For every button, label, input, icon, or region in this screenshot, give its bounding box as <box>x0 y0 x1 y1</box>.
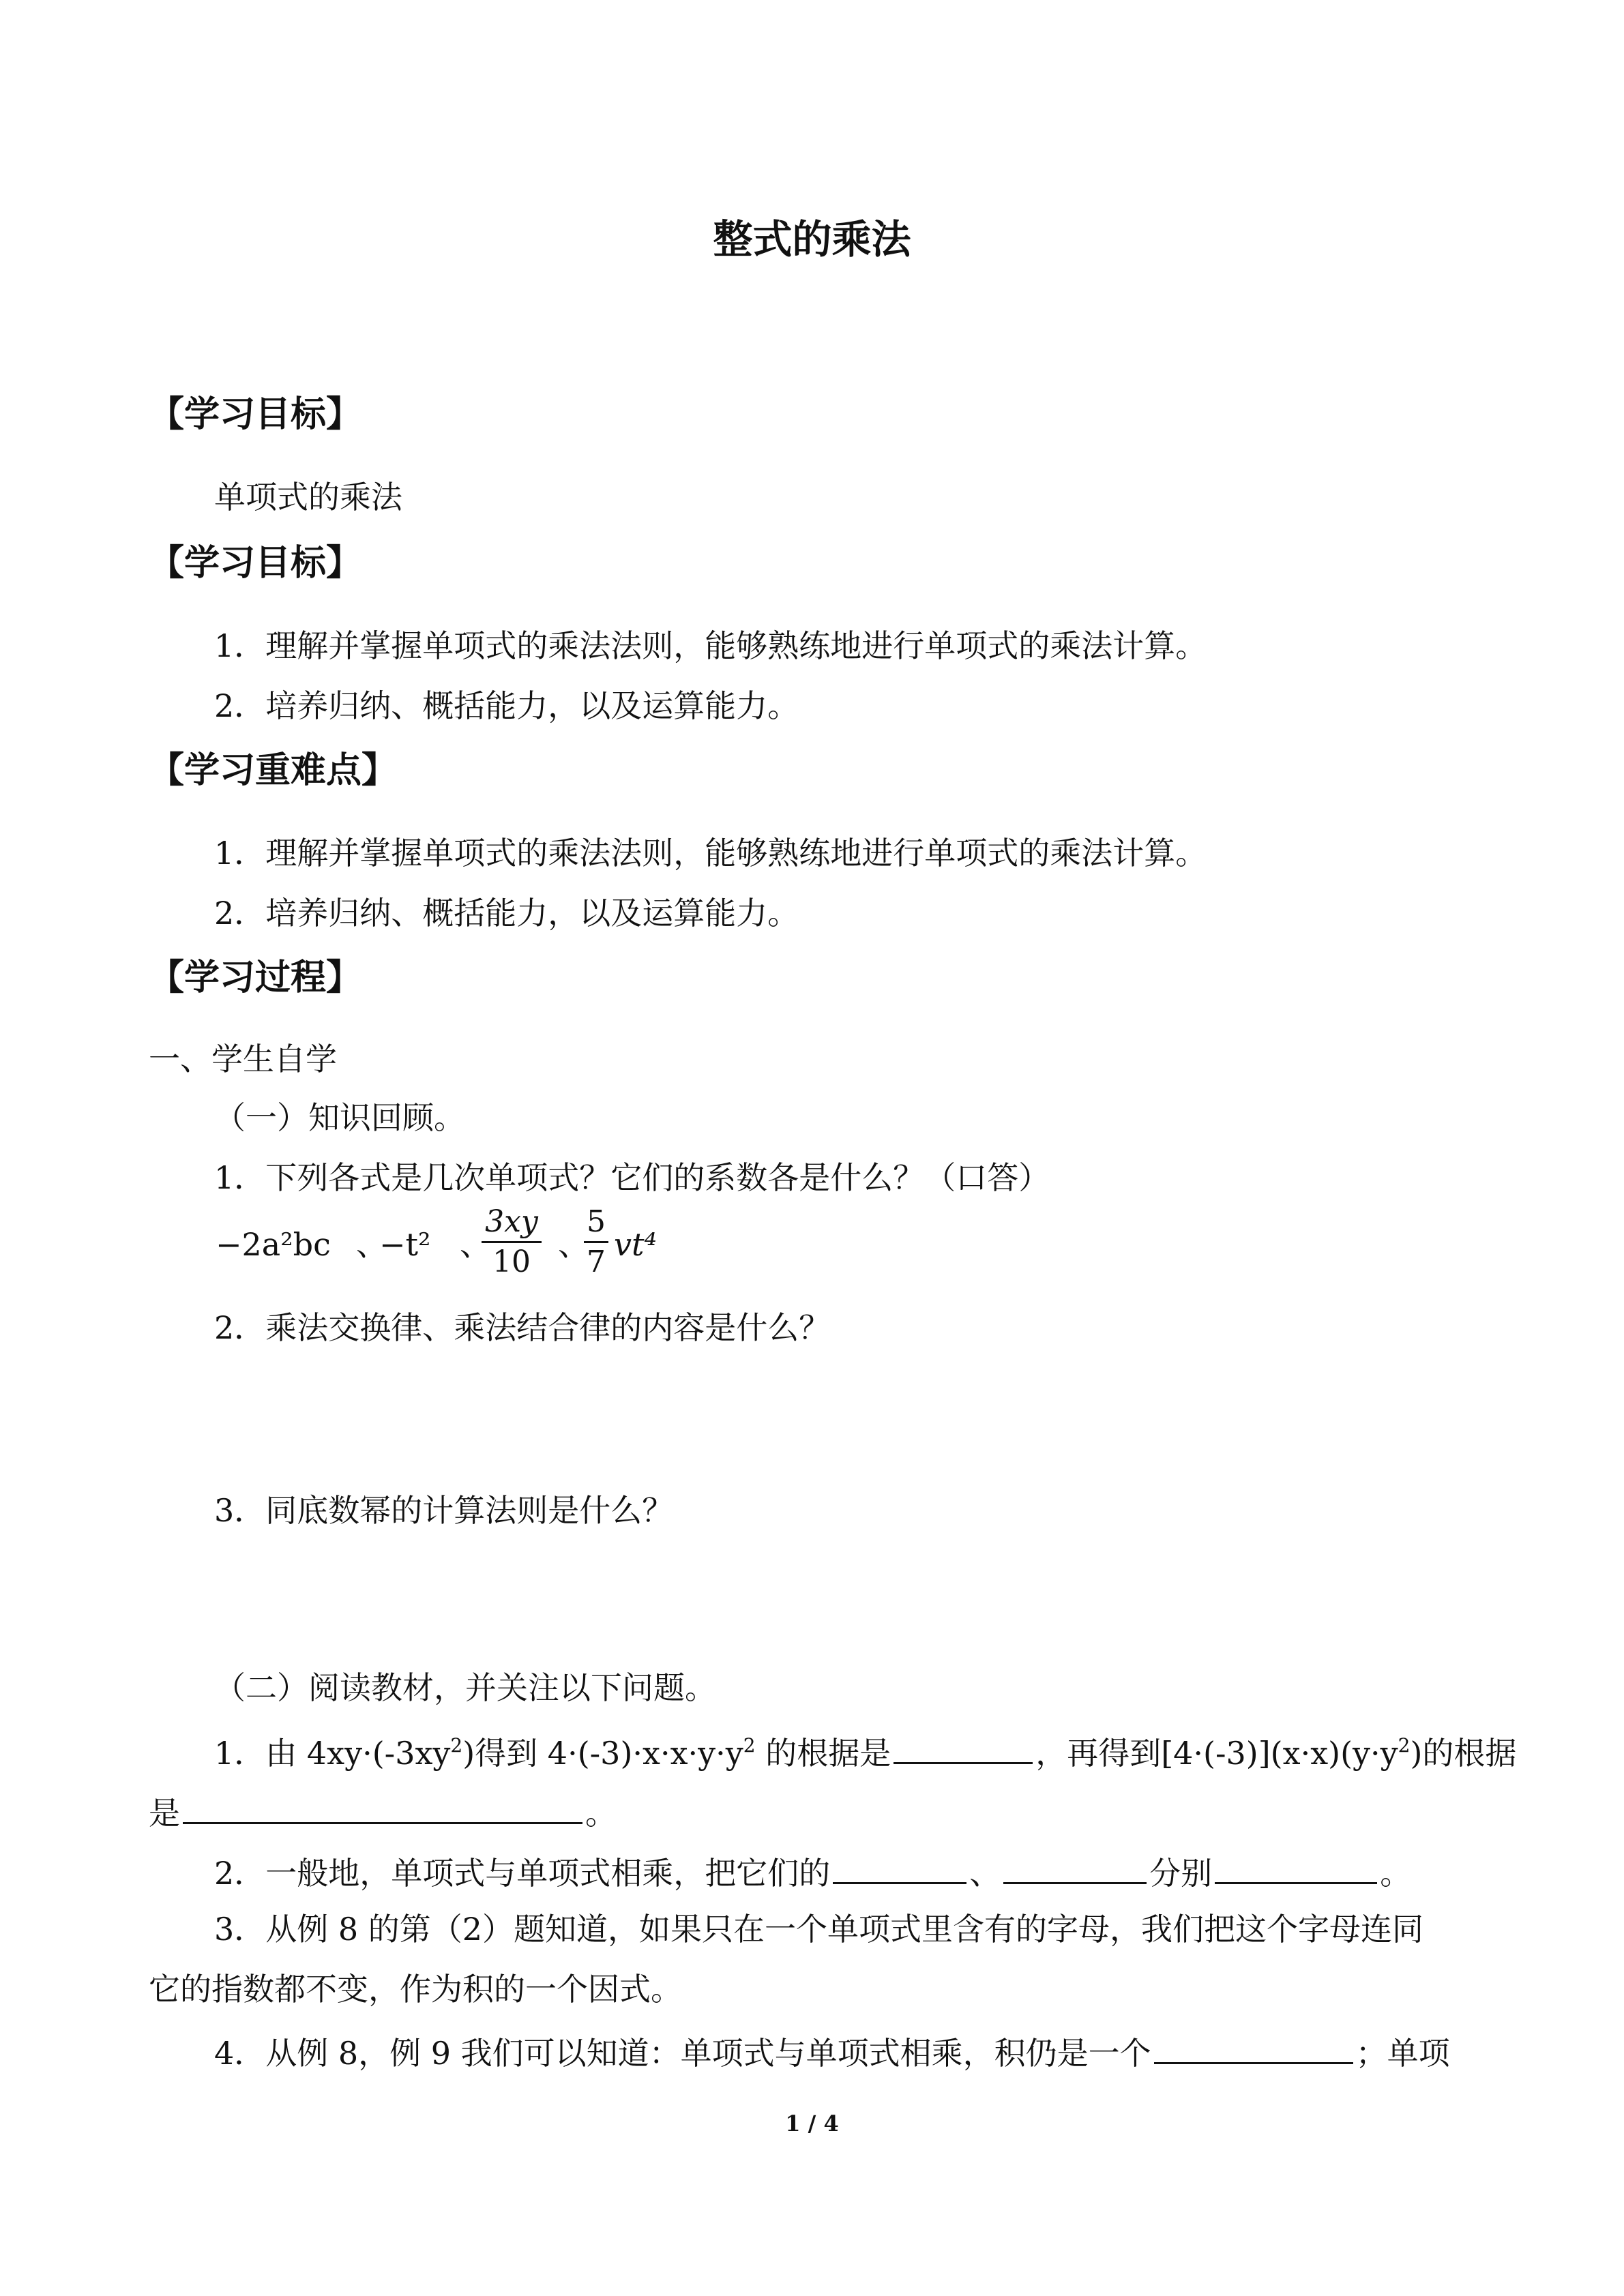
rq2-part-a: 2．一般地，单项式与单项式相乘，把它们的 <box>214 1855 831 1892</box>
rq1-part-d: ，再得到[4·(-3)](x·x)(y·y <box>1035 1735 1398 1772</box>
section-heading-key-points: 【学习重难点】 <box>149 750 398 791</box>
fraction-1-bar <box>482 1241 542 1243</box>
rq1-line2-b: 。 <box>585 1795 617 1832</box>
expression-2: −t² <box>379 1226 431 1263</box>
reading-question-3-line-2: 它的指数都不变，作为积的一个因式。 <box>149 1971 682 2008</box>
rq2-blank-1[interactable] <box>833 1853 966 1884</box>
section-heading-goal-1: 【学习目标】 <box>149 394 362 435</box>
process-part-1: 一、学生自学 <box>149 1041 337 1077</box>
question-3: 3．同底数幂的计算法则是什么？ <box>214 1492 674 1529</box>
reading-question-3-line-1: 3．从例 8 的第（2）题知道，如果只在一个单项式里含有的字母，我们把这个字母连同 <box>214 1911 1424 1948</box>
rq1-blank-2[interactable] <box>183 1793 582 1824</box>
rq1-sup-1: 2 <box>450 1734 463 1757</box>
document-title: 整式的乘法 <box>713 216 911 263</box>
separator-1: 、 <box>356 1226 387 1263</box>
key-item-2: 2．培养归纳、概括能力，以及运算能力。 <box>214 895 799 931</box>
process-subsection-1: （一）知识回顾。 <box>214 1099 465 1136</box>
question-1: 1．下列各式是几次单项式？它们的系数各是什么？（口答） <box>214 1159 1050 1196</box>
rq4-part-b: ；单项 <box>1355 2035 1450 2072</box>
rq1-line2-a: 是 <box>149 1795 180 1832</box>
fraction-2-numerator: 5 <box>587 1204 606 1239</box>
key-item-1: 1．理解并掌握单项式的乘法法则，能够熟练地进行单项式的乘法计算。 <box>214 835 1207 871</box>
section-heading-goal-2: 【学习目标】 <box>149 543 362 584</box>
fraction-2 <box>584 1204 608 1279</box>
rq1-sup-2: 2 <box>743 1734 756 1757</box>
separator-3: 、 <box>558 1226 589 1263</box>
rq1-part-e: )的根据 <box>1410 1735 1517 1772</box>
rq4-blank-1[interactable] <box>1154 2033 1353 2064</box>
reading-question-1-line-2 <box>149 1793 617 1832</box>
fraction-1-denominator: 10 <box>492 1244 531 1279</box>
rq1-sup-3: 2 <box>1398 1734 1411 1757</box>
rq2-part-b: 、 <box>969 1855 1001 1892</box>
rq1-blank-1[interactable] <box>894 1733 1033 1764</box>
question-2: 2．乘法交换律、乘法结合律的内容是什么？ <box>214 1309 831 1346</box>
process-subsection-2: （二）阅读教材，并关注以下问题。 <box>214 1669 716 1706</box>
rq4-part-a: 4．从例 8，例 9 我们可以知道：单项式与单项式相乘，积仍是一个 <box>214 2035 1151 2072</box>
expression-4: vt⁴ <box>614 1226 657 1263</box>
separator-2: 、 <box>460 1226 491 1263</box>
goal-2-item-1: 1．理解并掌握单项式的乘法法则，能够熟练地进行单项式的乘法计算。 <box>214 627 1207 664</box>
reading-question-4 <box>214 2033 1450 2072</box>
fraction-1 <box>482 1204 542 1279</box>
expression-1-text: −2a²bc <box>216 1226 331 1263</box>
section-heading-process: 【学习过程】 <box>149 957 362 998</box>
goal-1-text: 单项式的乘法 <box>214 479 402 516</box>
fraction-2-bar <box>584 1241 608 1243</box>
reading-question-2 <box>214 1853 1412 1892</box>
fraction-2-denominator: 7 <box>587 1244 606 1279</box>
rq2-part-c: 分别 <box>1149 1855 1213 1892</box>
rq1-part-c: 的根据是 <box>755 1735 891 1772</box>
rq1-part-a: 1．由 4xy·(-3xy <box>214 1735 451 1772</box>
expression-1 <box>216 1226 331 1263</box>
fraction-1-numerator: 3xy <box>485 1204 538 1239</box>
goal-2-item-2: 2．培养归纳、概括能力，以及运算能力。 <box>214 687 799 724</box>
rq2-blank-2[interactable] <box>1003 1853 1147 1884</box>
rq2-blank-3[interactable] <box>1215 1853 1377 1884</box>
rq1-part-b: )得到 4·(-3)·x·x·y·y <box>462 1735 743 1772</box>
page-number: 1 / 4 <box>785 2111 839 2136</box>
reading-question-1-line-1 <box>214 1733 1517 1772</box>
rq2-part-d: 。 <box>1380 1855 1412 1892</box>
